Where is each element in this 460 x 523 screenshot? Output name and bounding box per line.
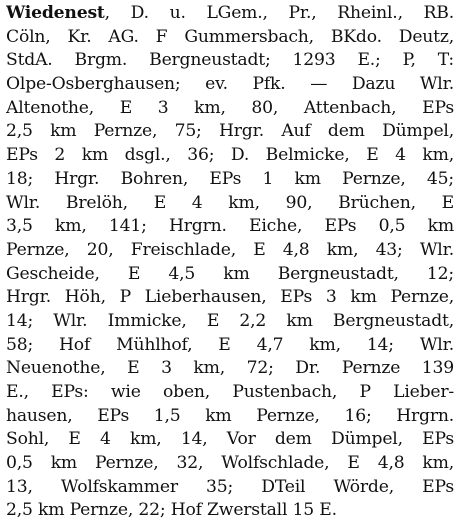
entry-headword: Wiedenest [6, 3, 105, 23]
entry-line-1 [6, 2, 454, 26]
entry-line-2: Cöln, Kr. AG. F Gummersbach, BKdo. Deutz, [6, 26, 454, 47]
entry-line-3: StdA. Brgm. Bergneustadt; 1293 E.; P, T: [6, 50, 454, 71]
entry-line-11: Pernze, 20, Freischlade, E 4,8 km, 43; Wlr. [6, 239, 454, 260]
entry-line-1-text: , D. u. LGem., Pr., Rheinl., RB. [104, 3, 454, 23]
entry-line-5: Altenothe, E 3 km, 80, Attenbach, EPs [6, 97, 454, 118]
entry-line-14: 14; Wlr. Immicke, E 2,2 km Bergneustadt, [6, 310, 454, 331]
entry-line-19: Sohl, E 4 km, 14, Vor dem Dümpel, EPs [6, 429, 454, 450]
entry-line-21: 13, Wolfskammer 35; DTeil Wörde, EPs [6, 476, 454, 497]
entry-line-16: Neuenothe, E 3 km, 72; Dr. Pernze 139 [6, 358, 454, 379]
entry-line-7: EPs 2 km dsgl., 36; D. Belmicke, E 4 km, [6, 145, 454, 166]
entry-line-20: 0,5 km Pernze, 32, Wolfschlade, E 4,8 km, [6, 453, 454, 474]
entry-line-12: Gescheide, E 4,5 km Bergneustadt, 12; [6, 263, 454, 284]
entry-line-10: 3,5 km, 141; Hrgrn. Eiche, EPs 0,5 km [6, 216, 454, 237]
entry-line-8: 18; Hrgr. Bohren, EPs 1 km Pernze, 45; [6, 168, 454, 189]
entry-line-9: Wlr. Brelöh, E 4 km, 90, Brüchen, E [6, 192, 454, 213]
entry-line-22: 2,5 km Pernze, 22; Hof Zwerstall 15 E. [6, 500, 337, 521]
entry-line-18: hausen, EPs 1,5 km Pernze, 16; Hrgrn. [6, 405, 454, 426]
entry-line-15: 58; Hof Mühlhof, E 4,7 km, 14; Wlr. [6, 334, 454, 355]
entry-line-13: Hrgr. Höh, P Lieberhausen, EPs 3 km Pernze, [6, 287, 454, 308]
entry-line-6: 2,5 km Pernze, 75; Hrgr. Auf dem Dümpel, [6, 121, 454, 142]
entry-line-17: E., EPs: wie oben, Pustenbach, P Lieber- [6, 382, 454, 402]
entry-line-4: Olpe-Osberghausen; ev. Pfk. — Dazu Wlr. [6, 74, 454, 95]
